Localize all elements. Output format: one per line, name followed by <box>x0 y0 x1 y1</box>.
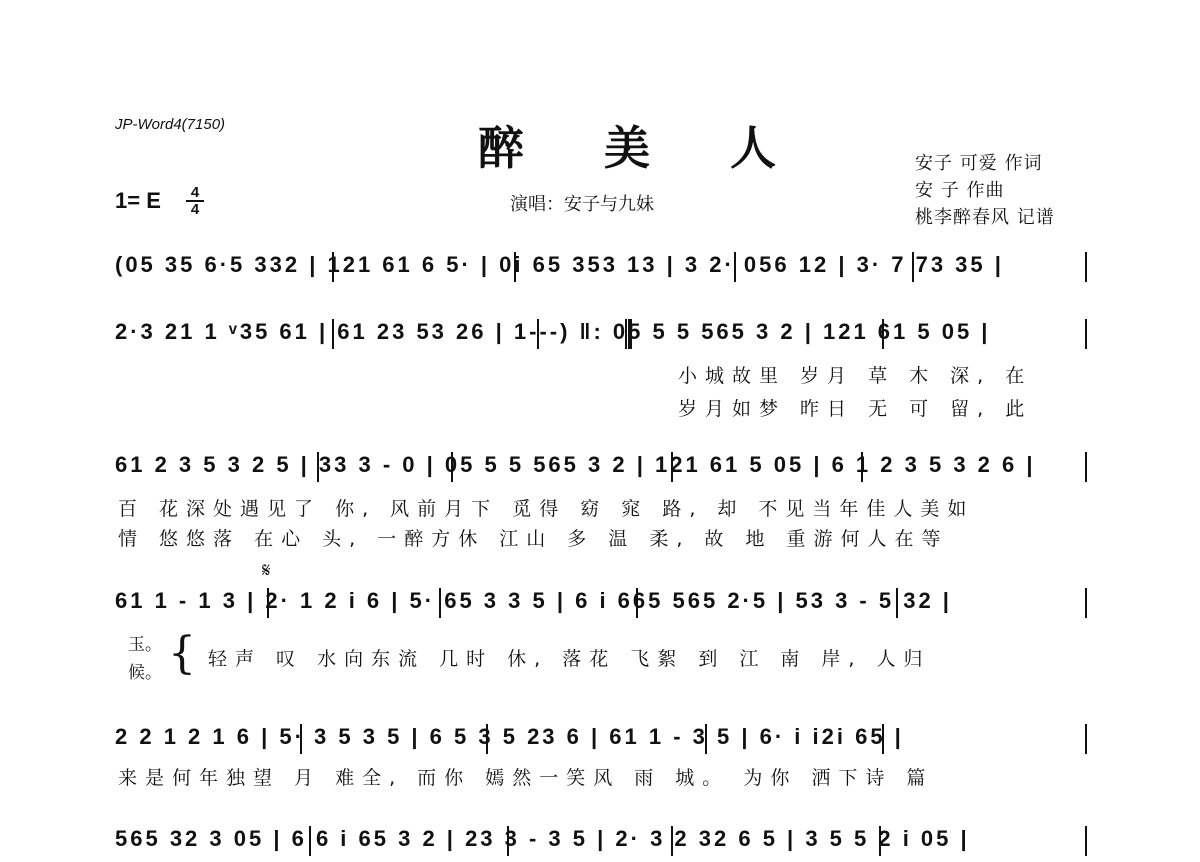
song-title: 醉 美 人 <box>478 121 809 175</box>
staff-system-3 <box>0 448 1200 488</box>
notes-line-4: 61 1 - 1 3 | 2· 1 2 i 6 | 5· 65 3 3 5 | 6 i 665 565 2·5 | 53 3 - 5 32 | <box>115 588 952 613</box>
lyric-chorus-line-4: 轻声 叹 水向东流 几时 休, 落花 飞絮 到 江 南 岸, 人归 <box>208 648 931 670</box>
transcriber-credit: 桃李醉春风 记谱 <box>915 207 1055 228</box>
lyric-verse2-line-2: 岁月如梦 昨日 无 可 留, 此 <box>678 398 1033 420</box>
notes-line-6: 565 32 3 05 | 6 6 i 65 3 2 | 23 3 - 3 5 | 2· 3 2 32 6 5 | 3 5 5 2 i 05 | <box>115 826 970 851</box>
staff-system-2 <box>0 315 1200 355</box>
notes-line-1: (05 35 6·5 332 | 121 61 6 5· | 0i 65 353 13 | 3 2· 056 12 | 3· 7 73 35 | <box>115 252 1004 277</box>
lyric-verse2-tail: 候。 <box>128 663 162 683</box>
lyricist-credit: 安子 可爱 作词 <box>915 153 1043 174</box>
time-signature-denominator: 4 <box>190 201 200 218</box>
lyric-verse1-line-2: 小城故里 岁月 草 木 深, 在 <box>678 365 1033 387</box>
lyric-verse1-line-3: 百 花深处遇见了 你, 风前月下 觅得 窈 窕 路, 却 不见当年佳人美如 <box>118 498 975 520</box>
notes-line-5: 2 2 1 2 1 6 | 5· 3 5 3 5 | 6 5 3 5 23 6 | 61 1 - 3 5 | 6· i i2i 65 | <box>115 724 904 749</box>
staff-system-1 <box>0 248 1200 288</box>
time-signature <box>186 185 204 217</box>
composer-credit: 安 子 作曲 <box>915 180 1005 201</box>
notes-line-3: 61 2 3 5 3 2 5 | 33 3 - 0 | 05 5 5 565 3 2 | 121 61 5 05 | 6 1 2 3 5 3 2 6 | <box>115 452 1036 477</box>
software-label: JP-Word4(7150) <box>115 116 226 133</box>
lyric-verse2-line-3: 情 悠悠落 在心 头, 一醉方休 江山 多 温 柔, 故 地 重游何人在等 <box>118 528 949 550</box>
time-signature-numerator: 4 <box>186 185 204 202</box>
staff-system-5 <box>0 720 1200 760</box>
segno-sign: 𝄋 <box>262 558 271 582</box>
verse-brace: { <box>168 628 196 679</box>
staff-system-6 <box>0 822 1200 862</box>
notes-line-2: 2·3 21 1 ᵛ35 61 | 61 23 53 26 | 1---) ‖: 05 5 5 565 3 2 | 121 61 5 05 | <box>115 319 991 344</box>
key-signature: 1= E <box>115 188 161 213</box>
lyric-chorus-line-5: 来是何年独望 月 难全, 而你 嫣然一笑风 雨 城。 为你 洒下诗 篇 <box>118 767 934 789</box>
lyric-verse1-tail: 玉。 <box>128 635 162 655</box>
staff-system-4 <box>0 584 1200 624</box>
credits-block <box>915 150 1055 231</box>
performer-credit: 演唱：安子与九妹 <box>510 194 654 215</box>
